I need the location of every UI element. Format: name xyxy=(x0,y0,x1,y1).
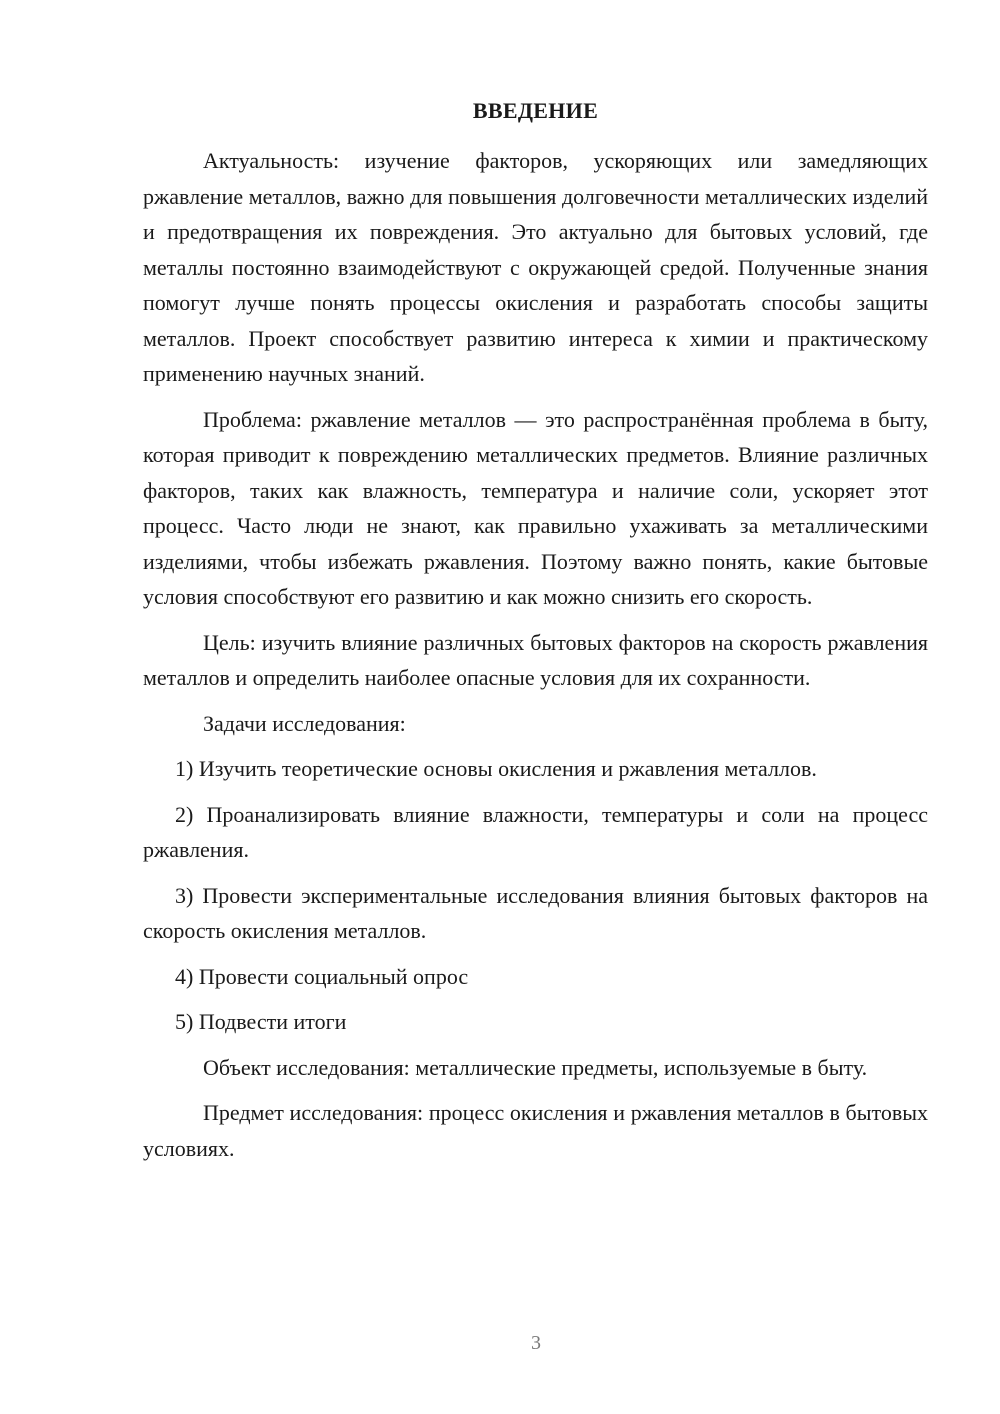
task-item: 2) Проанализировать влияние влажности, температуры и соли на процесс ржавления. xyxy=(143,801,928,862)
tasks-heading: Задачи исследования: xyxy=(203,710,406,736)
task-item: 3) Провести экспериментальные исследования влияния бытовых факторов на скорость окисления металлов. xyxy=(143,882,928,943)
paragraph-problem: Проблема: ржавление металлов — это распространённая проблема в быту, которая приводит к повреждению металлических предметов. Влияние различных факторов, таких как влажность, температура и наличие соли, ускоряет этот процесс. Часто люди не знают, как правильно ухаживать за металлическими изделиями, чтобы избежать ржавления. Поэтому важно понять, какие бытовые условия способствуют его развитию и как можно снизить его скорость. xyxy=(143,406,928,609)
task-item: 4) Провести социальный опрос xyxy=(175,963,469,989)
task-item: 1) Изучить теоретические основы окисления и ржавления металлов. xyxy=(175,756,817,781)
paragraph-relevance: Актуальность: изучение факторов, ускоряющих или замедляющих ржавление металлов, важно для повышения долговечности металлических изделий и предотвращения их повреждения. Это актуально для бытовых условий, где металлы постоянно взаимодействуют с окружающей средой. Полученные знания помогут лучше понять процессы окисления и разработать способы защиты металлов. Проект способствует развитию интереса к химии и практическому применению научных знаний. xyxy=(143,148,928,386)
paragraph-object: Объект исследования: металлические предметы, используемые в быту. xyxy=(203,1054,868,1080)
section-title: ВВЕДЕНИЕ xyxy=(472,98,599,123)
paragraph-subject: Предмет исследования: процесс окисления и ржавления металлов в бытовых условиях. xyxy=(143,1100,928,1161)
page-number: 3 xyxy=(531,1332,541,1354)
paragraph-goal: Цель: изучить влияние различных бытовых факторов на скорость ржавления металлов и определить наиболее опасные условия для их сохранности. xyxy=(143,629,928,690)
document-page xyxy=(143,96,928,1166)
task-item: 5) Подвести итоги xyxy=(175,1009,347,1034)
